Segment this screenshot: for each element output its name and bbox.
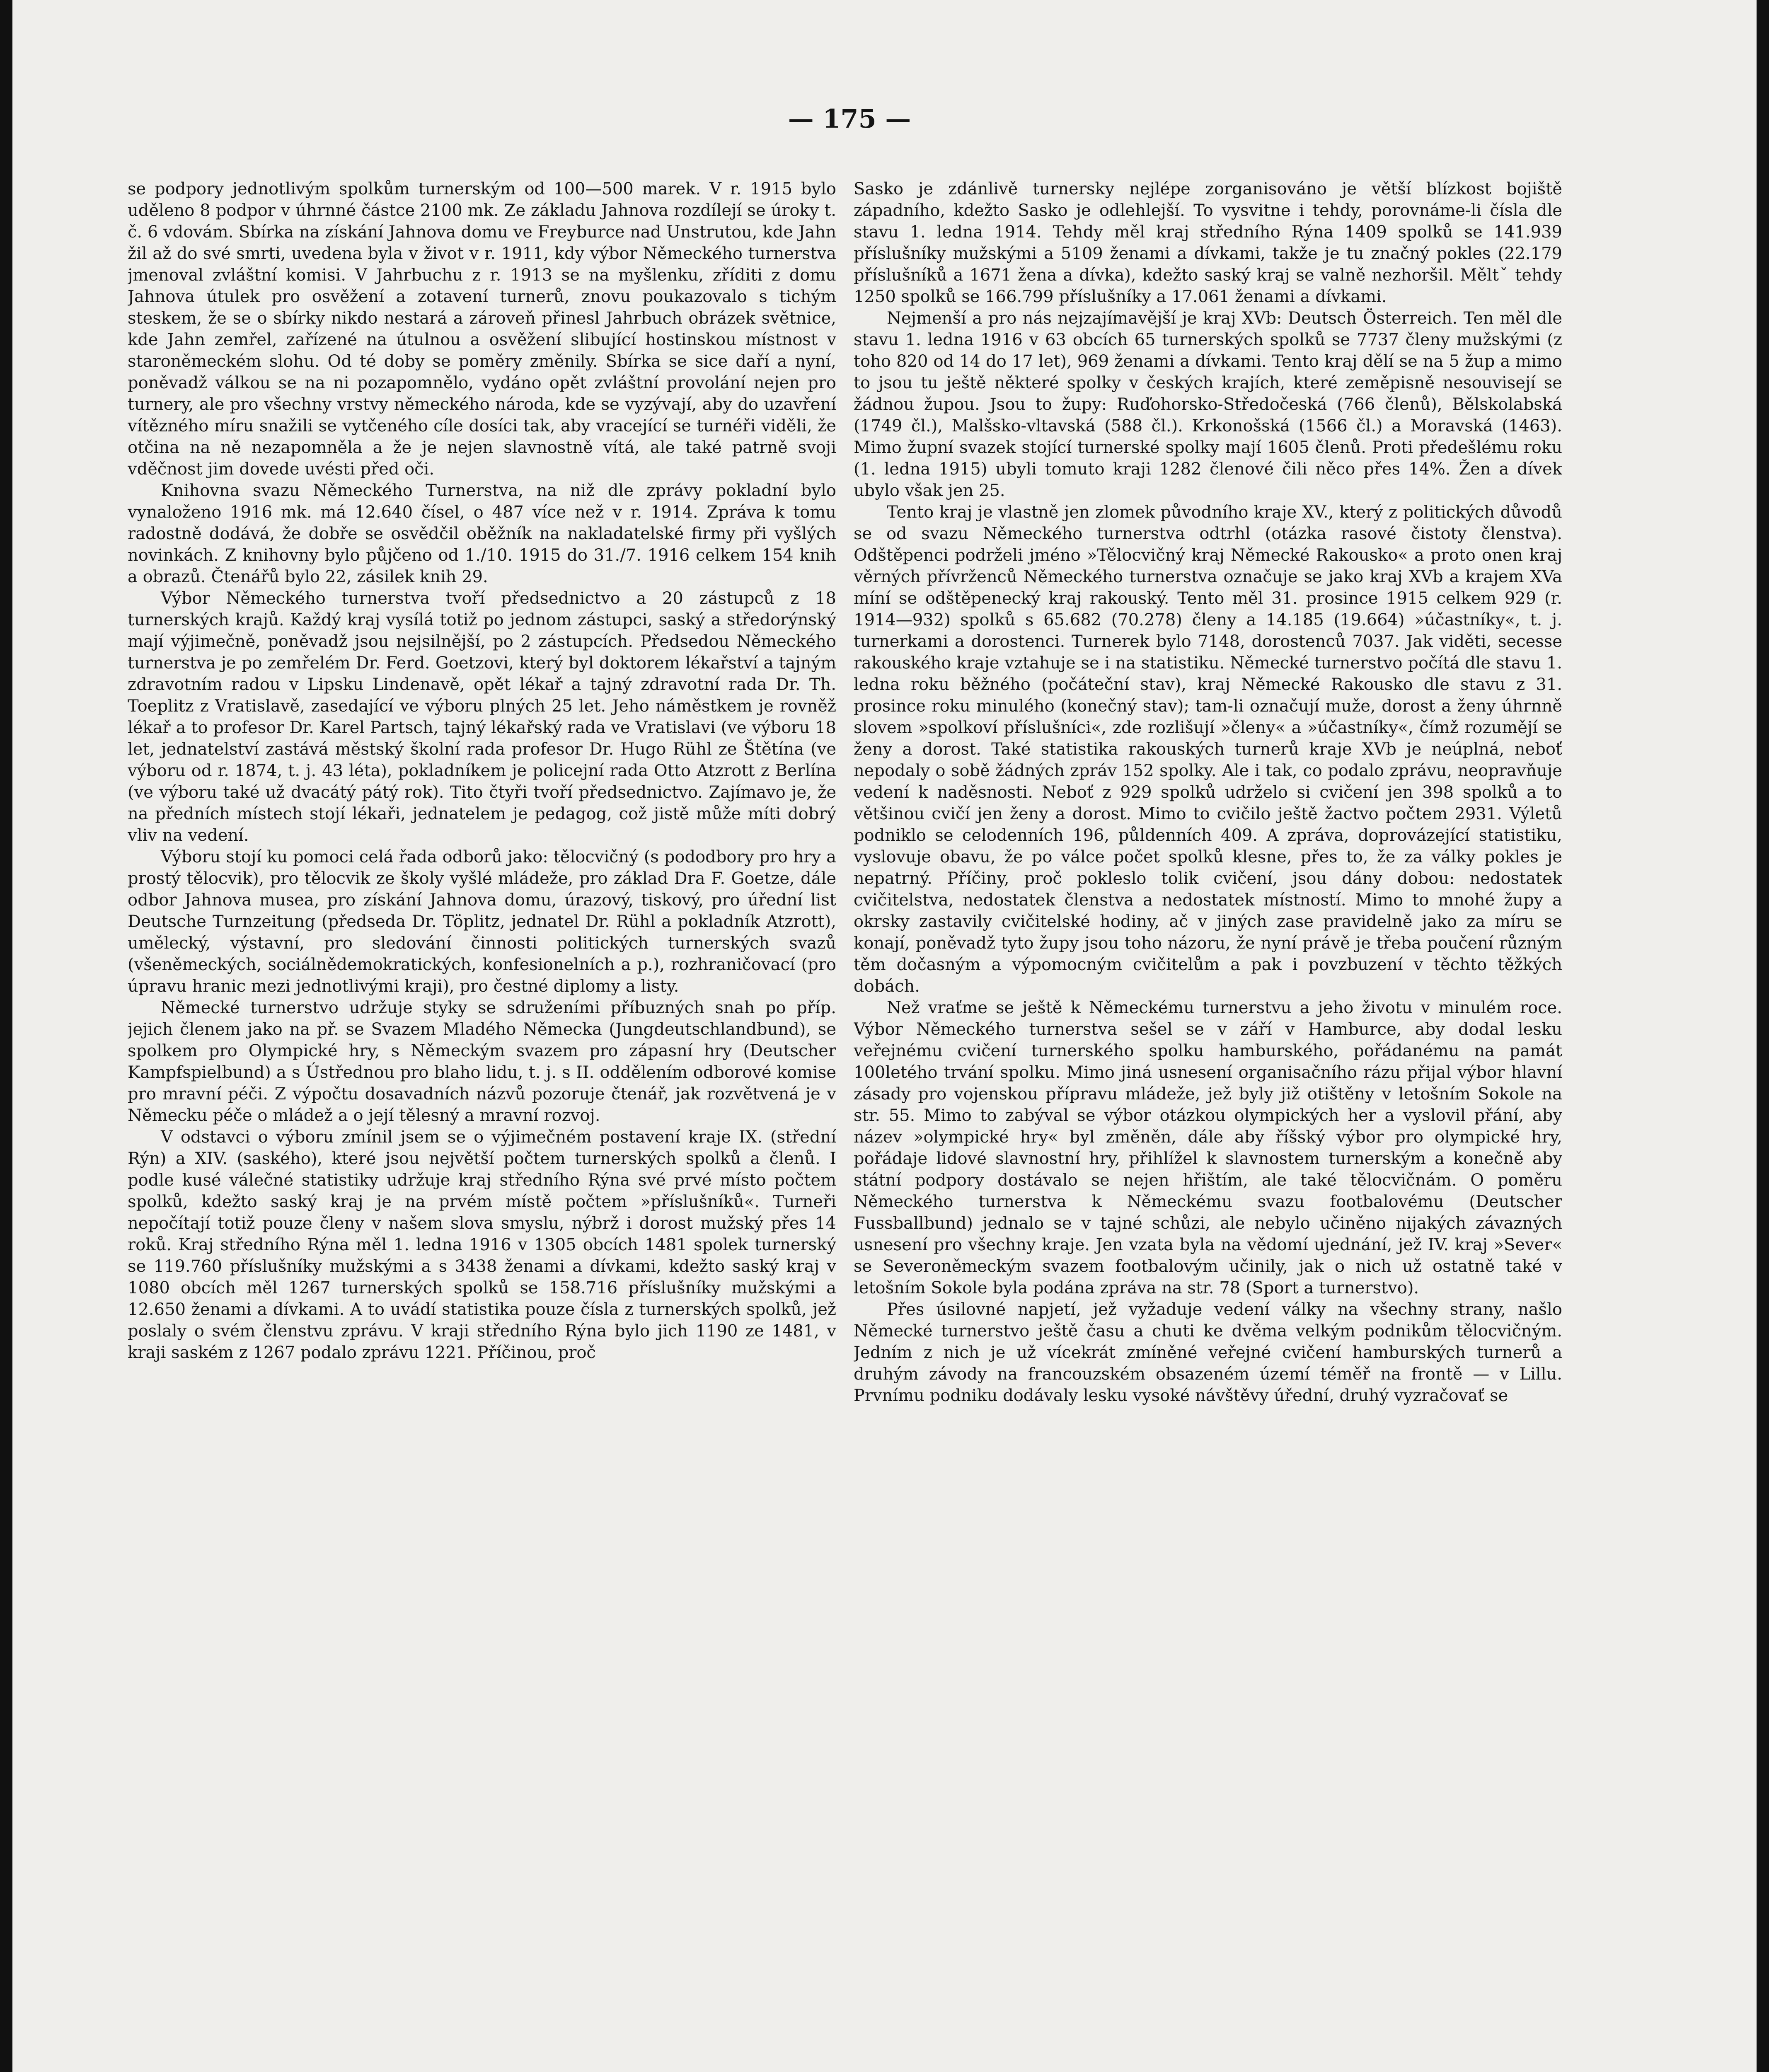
right-paragraph: Přes úsilovné napjetí, jež vyžaduje vedení války na všechny strany, našlo Německé turnerstvo ještě času a chuti ke dvěma velkým podnikům tělocvičným. Jedním z nich je už vícekrát zmíněné veřejné cvičení hamburských turnerů a druhým závody na francouzském obsazeném území téměř na frontě — v Lillu. Prvnímu podniku dodávaly lesku vysoké návštěvy úřední, druhý vyzračovať se — [854, 1300, 1562, 1405]
left-paragraph: Výbor Německého turnerstva tvoří předsednictvo a 20 zástupců z 18 turnerských krajů. Každý kraj vysílá totiž po jednom zástupci, saský a středorýnský mají výjimečně, poněvadž jsou nejsilnější, po 2 zástupcích. Předsedou Německého turnerstva je po zemřelém Dr. Ferd. Goetzovi, který byl doktorem lékařství a tajným zdravotním radou v Lipsku Lindenavě, opět lékař a tajný zdravotní rada Dr. Th. Toeplitz z Vratislavě, zasedající ve výboru plných 25 let. Jeho náměstkem je rovněž lékař a to profesor Dr. Karel Partsch, tajný lékařský rada ve Vratislavi (ve výboru 18 let, jednatelství zastává městský školní rada profesor Dr. Hugo Rühl ze Štětína (ve výboru od r. 1874, t. j. 43 léta), pokladníkem je policejní rada Otto Atzrott z Berlína (ve výboru také už dvacátý pátý rok). Tito čtyři tvoří předsednictvo. Zajímavo je, že na předních místech stojí lékaři, jednatelem je pedagog, což jistě může míti dobrý vliv na vedení. — [128, 589, 836, 845]
right-paragraph: Nejmenší a pro nás nejzajímavější je kraj XVb: Deutsch Österreich. Ten měl dle stavu 1. ledna 1916 v 63 obcích 65 turnerských spolků se 7737 členy mužskými (z toho 820 od 14 do 17 let), 969 ženami a dívkami. Tento kraj dělí se na 5 žup a mimo to jsou tu ještě některé spolky v českých krajích, které zeměpisně nesouvisejí se žádnou župou. Jsou to župy: Ruďohorsko-Středočeská (766 členů), Bělskolabská (1749 čl.), Malšsko-vltavská (588 čl.). Krkonošská (1566 čl.) a Moravská (1463). Mimo župní svazek stojící turnerské spolky mají 1605 členů. Proti předešlému roku (1. ledna 1915) ubyli tomuto kraji 1282 členové čili něco přes 14%. Žen a dívek ubylo však jen 25. — [854, 309, 1562, 500]
right-paragraph: Než vraťme se ještě k Německému turnerstvu a jeho životu v minulém roce. Výbor Německého turnerstva sešel se v září v Hamburce, aby dodal lesku veřejnému cvičení turnerského spolku hamburského, pořádanému na památ 100letého trvání spolku. Mimo jiná usnesení organisačního rázu přijal výbor hlavní zásady pro vojenskou přípravu mládeže, jež byly již otištěny v letošním Sokole na str. 55. Mimo to zabýval se výbor otázkou olympických her a vyslovil přání, aby název »olympické hry« byl změněn, dále aby říšský výbor pro olympické hry, pořádaje lidové slavnostní hry, přihlížel k slavnostem turnerským a konečně aby státní podpory dostávalo se nejen hřištím, ale také tělocvičnám. O poměru Německého turnerstva k Německému svazu footbalovému (Deutscher Fussballbund) jednalo se v tajné schůzi, ale nebylo učiněno nijakých závazných usnesení pro všechny kraje. Jen vzata byla na vědomí ujednání, jež IV. kraj »Sever« se Severoněmeckým svazem footbalovým učinily, jak o nich už ostatně také v letošním Sokole byla podána zpráva na str. 78 (Sport a turnerstvo). — [854, 998, 1562, 1297]
left-paragraph: Německé turnerstvo udržuje styky se sdruženími příbuzných snah po příp. jejich členem jako na př. se Svazem Mladého Německa (Jungdeutschlandbund), se spolkem pro Olympické hry, s Německým svazem pro zápasní hry (Deutscher Kampfspielbund) a s Ústřednou pro blaho lidu, t. j. s II. oddělením odborové komise pro mravní péči. Z výpočtu dosavadních názvů pozoruje čtenář, jak rozvětvená je v Německu péče o mládež a o její tělesný a mravní rozvoj. — [128, 998, 836, 1125]
left-paragraph: se podpory jednotlivým spolkům turnerským od 100—500 marek. V r. 1915 bylo uděleno 8 podpor v úhrnné částce 2100 mk. Ze základu Jahnova rozdílejí se úroky t. č. 6 vdovám. Sbírka na získání Jahnova domu ve Freyburce nad Unstrutou, kde Jahn žil až do své smrti, uvedena byla v život v r. 1911, kdy výbor Německého turnerstva jmenoval zvláštní komisi. V Jahrbuchu z r. 1913 se na myšlenku, zříditi z domu Jahnova útulek pro osvěžení a zotavení turnerů, znovu poukazovalo s tichým steskem, že se o sbírky nikdo nestará a zároveň přinesl Jahrbuch obrázek světnice, kde Jahn zemřel, zařízené na útulnou a osvěžení slibující hostinskou místnost v staroněmeckém slohu. Od té doby se poměry změnily. Sbírka se sice daří a nyní, poněvadž válkou se na ni pozapomnělo, vydáno opět zvláštní provolání nejen pro turnery, ale pro všechny vrstvy německého národa, kde se vyzývají, aby do uzavření vítězného míru snažili se vytčeného cíle dosíci tak, aby vracející se turnéři viděli, že otčina na ně nezapomněla a že je nejen slavnostně vítá, ale také patrně svoji vděčnost jim dovede uvésti před oči. — [128, 179, 836, 479]
left-paragraph: V odstavci o výboru zmínil jsem se o výjimečném postavení kraje IX. (střední Rýn) a XIV. (saského), které jsou největší počtem turnerských spolků a členů. I podle kusé válečné statistiky udržuje kraj středního Rýna své prvé místo počtem spolků, kdežto saský kraj je na prvém místě počtem »příslušníků«. Turneři nepočítají totiž pouze členy v našem slova smyslu, nýbrž i dorost mužský přes 14 roků. Kraj středního Rýna měl 1. ledna 1916 v 1305 obcích 1481 spolek turnerský se 119.760 příslušníky mužskými a s 3438 ženami a dívkami, kdežto saský kraj v 1080 obcích měl 1267 turnerských spolků se 158.716 příslušníky mužskými a 12.650 ženami a dívkami. A to uvádí statistika pouze čísla z turnerských spolků, jež poslaly o svém členstvu zprávu. V kraji středního Rýna bylo jich 1190 ze 1481, v kraji saském z 1267 podalo zprávu 1221. Příčinou, proč — [128, 1128, 836, 1362]
right-paragraph: Sasko je zdánlivě turnersky nejlépe zorganisováno je větší blízkost bojiště západního, kdežto Sasko je odlehlejší. To vysvitne i tehdy, porovnáme-li čísla dle stavu 1. ledna 1914. Tehdy měl kraj středního Rýna 1409 spolků se 141.939 příslušníky mužskými a 5109 ženami a dívkami, takže je tu značný pokles (22.179 příslušníků a 1671 žena a dívka), kdežto saský kraj se valně nezhoršil. Měltˇ tehdy 1250 spolků se 166.799 příslušníky a 17.061 ženami a dívkami. — [854, 179, 1562, 306]
left-paragraph: Knihovna svazu Německého Turnerstva, na niž dle zprávy pokladní bylo vynaloženo 1916 mk. má 12.640 čísel, o 487 více než v r. 1914. Zpráva k tomu radostně dodává, že dobře se osvědčil oběžník na nakladatelské firmy při vyšlých novinkách. Z knihovny bylo půjčeno od 1./10. 1915 do 31./7. 1916 celkem 154 knih a obrazů. Čtenářů bylo 22, zásilek knih 29. — [128, 481, 836, 586]
scan-border-right — [1757, 0, 1769, 2072]
left-column — [128, 178, 836, 2072]
right-column — [854, 178, 1562, 2072]
right-paragraph: Tento kraj je vlastně jen zlomek původního kraje XV., který z politických důvodů se od svazu Německého turnerstva odtrhl (otázka rasové čistoty členstva). Odštěpenci podrželi jméno »Tělocvičný kraj Německé Rakousko« a proto onen kraj věrných přívrženců Německého turnerstva označuje se jako kraj XVb a krajem XVa míní se odštěpenecký kraj rakouský. Tento měl 31. prosince 1915 celkem 929 (r. 1914—932) spolků s 65.682 (70.278) členy a 14.185 (19.664) »účastníky«, t. j. turnerkami a dorostenci. Turnerek bylo 7148, dorostenců 7037. Jak viděti, secesse rakouského kraje vztahuje se i na statistiku. Německé turnerstvo počítá dle stavu 1. ledna roku běžného (počáteční stav), kraj Německé Rakousko dle stavu z 31. prosince roku minulého (konečný stav); tam-li označují muže, dorost a ženy úhrnně slovem »spolkoví příslušníci«, zde rozlišují »členy« a »účastníky«, čímž rozumějí se ženy a dorost. Také statistika rakouských turnerů kraje XVb je neúplná, neboť nepodaly o sobě žádných zpráv 152 spolky. Ale i tak, co podalo zprávu, neopravňuje vedení k naděsnosti. Neboť z 929 spolků udrželo si cvičení jen 398 spolků a to většinou cvičí jen ženy a dorost. Mimo to cvičilo ještě žactvo počtem 2931. Výletů podniklo se celodenních 196, půldenních 409. A zpráva, doprovázející statistiku, vyslovuje obavu, že po válce počet spolků klesne, přes to, že za války pokles je nepatrný. Příčiny, proč pokleslo tolik cvičení, jsou dány dobou: nedostatek cvičitelstva, nedostatek členstva a nedostatek místností. Mimo to mnohé župy a okrsky zastavily cvičitelské hodiny, ač v jiných zase pravidelně jako za míru se konají, poněvadž tyto župy jsou toho názoru, že nyní právě je třeba poučení různým těm dočasným a výpomocným cvičitelům a pak i povzbuzení v těchto těžkých dobách. — [854, 503, 1562, 996]
left-paragraph: Výboru stojí ku pomoci celá řada odborů jako: tělocvičný (s pododbory pro hry a prostý tělocvik), pro tělocvik ze školy vyšlé mládeže, pro základ Dra F. Goetze, dále odbor Jahnova musea, pro získání Jahnova domu, úrazový, tiskový, pro úřední list Deutsche Turnzeitung (předseda Dr. Töplitz, jednatel Dr. Rühl a pokladník Atzrott), umělecký, výstavní, pro sledování činnosti politických turnerských svazů (všeněmeckých, sociálnědemokratických, konfesionelních a p.), rozhraničovací (pro úpravu hranic mezi jednotlivými kraji), pro čestné diplomy a listy. — [128, 847, 836, 996]
page-number: — 175 — — [788, 104, 911, 134]
scan-border-left — [0, 0, 12, 2072]
